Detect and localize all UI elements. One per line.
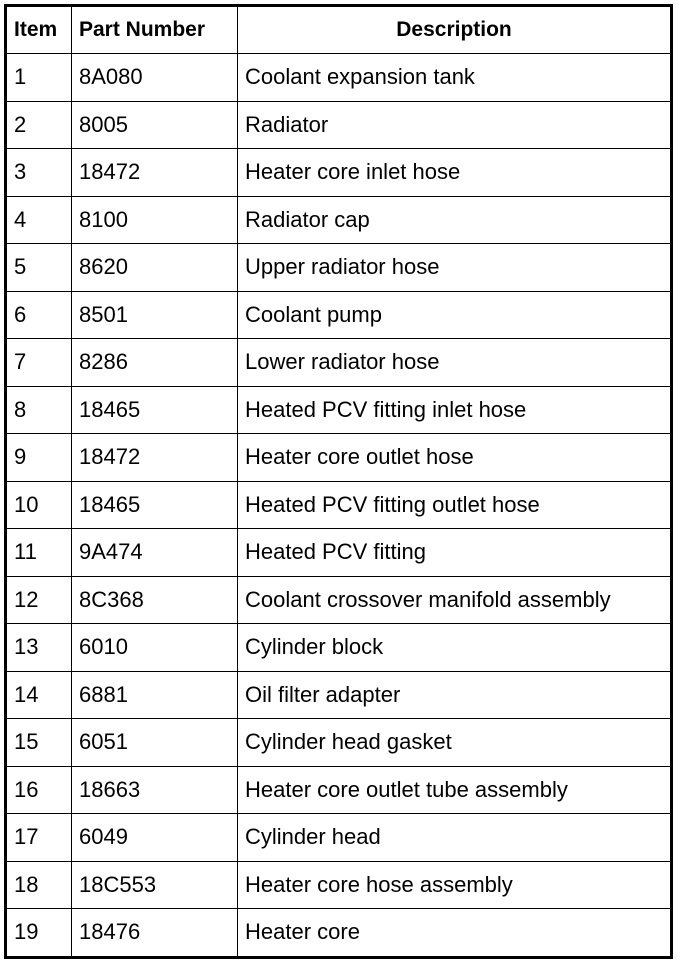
- cell-item: 3: [6, 149, 72, 197]
- cell-description: Lower radiator hose: [238, 339, 672, 387]
- cell-item: 1: [6, 54, 72, 102]
- cell-item: 2: [6, 101, 72, 149]
- cell-description: Radiator cap: [238, 196, 672, 244]
- cell-description: Heater core outlet hose: [238, 434, 672, 482]
- table-row: [6, 719, 672, 767]
- cell-item: 14: [6, 671, 72, 719]
- cell-description: Heater core: [238, 909, 672, 958]
- cell-item: 15: [6, 719, 72, 767]
- cell-description: Cylinder head gasket: [238, 719, 672, 767]
- cell-part-number: 8620: [72, 244, 238, 292]
- table-row: [6, 529, 672, 577]
- cell-description: Radiator: [238, 101, 672, 149]
- cell-description: Oil filter adapter: [238, 671, 672, 719]
- cell-part-number: 18476: [72, 909, 238, 958]
- table-row: [6, 149, 672, 197]
- header-description: Description: [238, 6, 672, 54]
- cell-description: Heater core inlet hose: [238, 149, 672, 197]
- cell-part-number: 18472: [72, 149, 238, 197]
- cell-part-number: 6010: [72, 624, 238, 672]
- cell-item: 11: [6, 529, 72, 577]
- cell-description: Heated PCV fitting outlet hose: [238, 481, 672, 529]
- cell-item: 10: [6, 481, 72, 529]
- table-row: [6, 244, 672, 292]
- cell-item: 13: [6, 624, 72, 672]
- cell-item: 7: [6, 339, 72, 387]
- header-row: [6, 6, 672, 54]
- cell-description: Cylinder head: [238, 814, 672, 862]
- table-row: [6, 101, 672, 149]
- cell-item: 19: [6, 909, 72, 958]
- table-row: [6, 196, 672, 244]
- cell-item: 4: [6, 196, 72, 244]
- table-row: [6, 624, 672, 672]
- cell-description: Heated PCV fitting inlet hose: [238, 386, 672, 434]
- cell-item: 18: [6, 861, 72, 909]
- cell-part-number: 8100: [72, 196, 238, 244]
- cell-description: Coolant expansion tank: [238, 54, 672, 102]
- table-row: [6, 814, 672, 862]
- cell-part-number: 9A474: [72, 529, 238, 577]
- cell-item: 17: [6, 814, 72, 862]
- table-row: [6, 291, 672, 339]
- cell-description: Coolant pump: [238, 291, 672, 339]
- cell-description: Heater core hose assembly: [238, 861, 672, 909]
- table-row: [6, 576, 672, 624]
- cell-item: 9: [6, 434, 72, 482]
- cell-item: 12: [6, 576, 72, 624]
- table-row: [6, 386, 672, 434]
- cell-part-number: 6049: [72, 814, 238, 862]
- cell-part-number: 8A080: [72, 54, 238, 102]
- cell-part-number: 18C553: [72, 861, 238, 909]
- table-row: [6, 339, 672, 387]
- table-row: [6, 481, 672, 529]
- cell-description: Cylinder block: [238, 624, 672, 672]
- cell-part-number: 18472: [72, 434, 238, 482]
- cell-part-number: 8286: [72, 339, 238, 387]
- parts-table: [4, 4, 673, 959]
- cell-part-number: 8005: [72, 101, 238, 149]
- cell-part-number: 6051: [72, 719, 238, 767]
- cell-part-number: 8501: [72, 291, 238, 339]
- cell-part-number: 8C368: [72, 576, 238, 624]
- table-row: [6, 861, 672, 909]
- table-row: [6, 909, 672, 958]
- cell-part-number: 18663: [72, 766, 238, 814]
- table-row: [6, 766, 672, 814]
- cell-item: 16: [6, 766, 72, 814]
- cell-part-number: 18465: [72, 386, 238, 434]
- cell-item: 8: [6, 386, 72, 434]
- cell-item: 5: [6, 244, 72, 292]
- table-row: [6, 671, 672, 719]
- cell-part-number: 18465: [72, 481, 238, 529]
- cell-description: Coolant crossover manifold assembly: [238, 576, 672, 624]
- table-row: [6, 434, 672, 482]
- cell-description: Upper radiator hose: [238, 244, 672, 292]
- cell-part-number: 6881: [72, 671, 238, 719]
- header-item: Item: [6, 6, 72, 54]
- cell-item: 6: [6, 291, 72, 339]
- table-row: [6, 54, 672, 102]
- header-part-number: Part Number: [72, 6, 238, 54]
- cell-description: Heater core outlet tube assembly: [238, 766, 672, 814]
- cell-description: Heated PCV fitting: [238, 529, 672, 577]
